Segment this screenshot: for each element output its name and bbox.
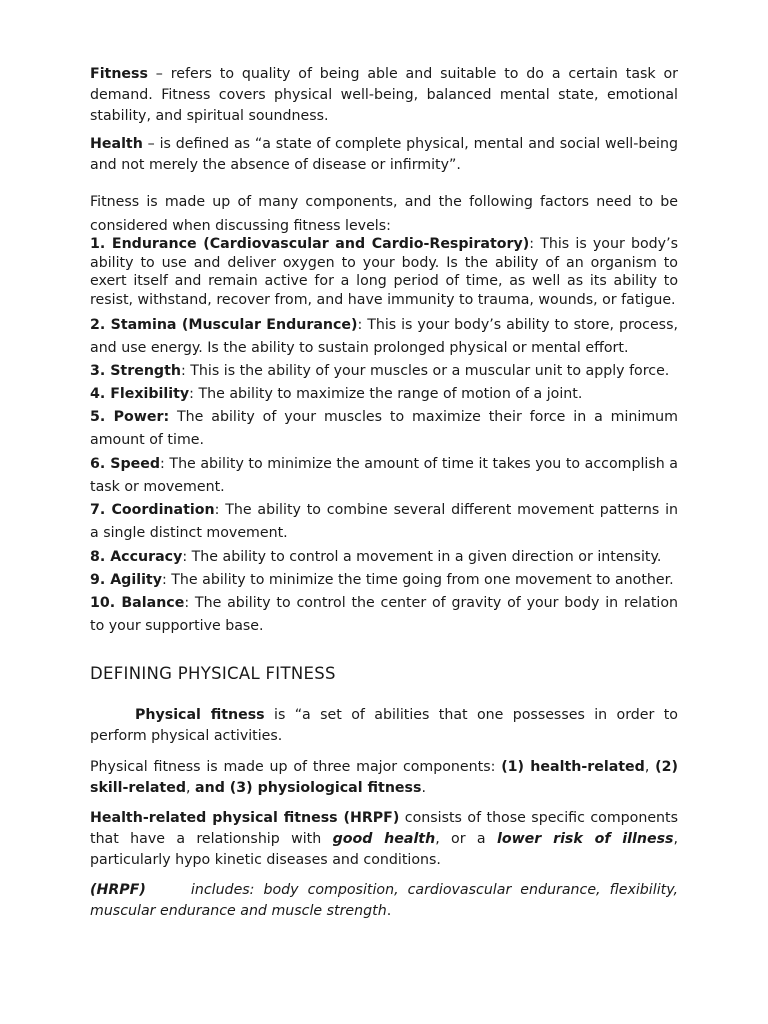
component-term: 10. Balance: [90, 595, 185, 611]
hrpf-emphasis-lower-risk: lower risk of illness: [496, 831, 674, 847]
component-term: 9. Agility: [90, 572, 162, 588]
component-item: [90, 453, 678, 499]
hrpf-includes: [90, 880, 683, 922]
physical-fitness-text: is “a set of abilities that one possesses in order to perform physical activities.: [90, 707, 678, 744]
hrpf-text: consists of those specific components that have a relationship with: [90, 810, 678, 847]
component-item: [90, 360, 678, 383]
health-text: – is defined as “a state of complete physical, mental and social well-being and not merely the absence of disease or infirmity”.: [90, 136, 678, 173]
component-skill-related: (2) skill-related: [90, 759, 678, 796]
health-definition: [90, 134, 678, 176]
component-health-related: (1) health-related: [501, 759, 645, 775]
hrpf-includes-text: includes: body composition, cardiovascular endurance, flexibility, muscular endurance and muscle strength: [90, 882, 683, 919]
components-intro: Fitness is made up of many components, and the following factors need to be considered when discussing fitness levels:: [90, 194, 678, 234]
components-lead: Physical fitness is made up of three major components:: [90, 759, 502, 775]
component-item: [90, 406, 678, 452]
hrpf-text: , or a: [435, 831, 497, 847]
component-text: : This is the ability of your muscles or a muscular unit to apply force.: [180, 363, 670, 379]
fitness-definition: [90, 64, 678, 127]
component-item: [90, 592, 678, 638]
physical-fitness-components: [90, 757, 678, 799]
component-text: : The ability to minimize the time going from one movement to another.: [161, 572, 674, 588]
hrpf-includes-term: (HRPF): [90, 882, 146, 898]
component-term: 4. Flexibility: [90, 386, 190, 402]
component-term: 3. Strength: [90, 363, 181, 379]
health-term: Health: [90, 136, 143, 152]
hrpf-definition: [90, 808, 678, 871]
hrpf-term: Health-related physical fitness (HRPF): [90, 810, 400, 826]
hrpf-text: , particularly hypo kinetic diseases and conditions.: [90, 831, 678, 868]
component-text: : The ability to minimize the amount of time it takes you to accomplish a task or movement.: [90, 456, 678, 495]
component-term: 6. Speed: [90, 456, 161, 472]
separator: ,: [185, 780, 196, 796]
component-text: : The ability to control a movement in a given direction or intensity.: [182, 549, 662, 565]
component-item: [90, 383, 678, 406]
component-term: 8. Accuracy: [90, 549, 183, 565]
component-text: : The ability to control the center of gravity of your body in relation to your supportive base.: [90, 595, 678, 634]
component-term: 5. Power:: [90, 409, 170, 425]
physical-fitness-definition: [90, 705, 678, 747]
physical-fitness-term: Physical fitness: [135, 707, 265, 723]
fitness-term: Fitness: [90, 66, 148, 82]
hrpf-emphasis-good-health: good health: [332, 831, 436, 847]
component-term: 1. Endurance (Cardiovascular and Cardio-Respiratory): [90, 236, 530, 252]
section-heading: DEFINING PHYSICAL FITNESS: [90, 664, 336, 683]
component-term: 2. Stamina (Muscular Endurance): [90, 317, 358, 333]
fitness-text: – refers to quality of being able and suitable to do a certain task or demand. Fitness covers physical well-being, balanced mental state, emotional stability, and spiritual soundness.: [90, 66, 678, 124]
period: .: [386, 903, 392, 919]
component-text: The ability of your muscles to maximize their force in a minimum amount of time.: [90, 409, 678, 448]
component-item: [90, 235, 678, 309]
component-item: [90, 499, 678, 545]
component-item: [90, 546, 678, 569]
component-term: 7. Coordination: [90, 502, 215, 518]
component-text: : This is your body’s ability to store, process, and use energy. Is the ability to sustain prolonged physical or mental effort.: [90, 317, 678, 356]
component-physiological: and (3) physiological fitness: [195, 780, 422, 796]
component-text: : This is your body’s ability to use and deliver oxygen to your body. Is the ability of an organism to exert itself and remain active for a long period of time, as well as its ability to resist, withstand, recover from, and have immunity to trauma, wounds, or fatigue.: [90, 236, 678, 308]
separator: ,: [644, 759, 656, 775]
component-item: [90, 569, 678, 592]
component-item: [90, 314, 678, 360]
period: .: [421, 780, 426, 796]
component-text: : The ability to maximize the range of motion of a joint.: [189, 386, 583, 402]
component-text: : The ability to combine several different movement patterns in a single distinct movement.: [90, 502, 678, 541]
